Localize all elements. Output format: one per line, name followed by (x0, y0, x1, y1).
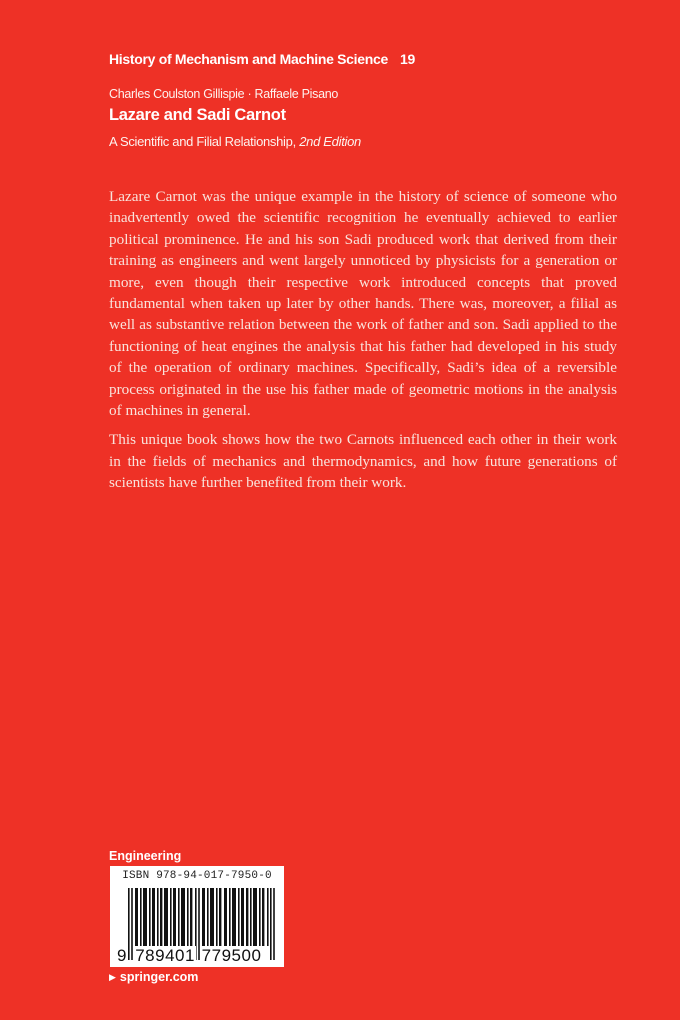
series-title (109, 51, 415, 67)
blurb-paragraph-1: Lazare Carnot was the unique example in the history of science of someone who inadvertently owed the scientific recognition he eventually achieved to earlier political prominence. He and his son Sadi produced work that derived from their training as engineers and went largely unnoticed by physicists for a generation or more, even though their respective work introduced concepts that proved fundamental when taken up later by other hands. There was, moreover, a filial as well as substantive relation between the work of father and son. Sadi applied to the functioning of heat engines the analysis that his father had developed in his study of the operation of ordinary machines. Specifically, Sadi’s idea of a reversible process originated in the use his father made of geometric motions in the analysis of machines in general. (109, 188, 617, 420)
triangle-right-icon: ▶ (109, 972, 116, 982)
isbn-barcode (110, 866, 284, 967)
series-name: History of Mechanism and Machine Science (109, 51, 388, 67)
isbn-label: ISBN 978-94-017-7950-0 (122, 870, 272, 882)
subject-category: Engineering (109, 849, 182, 863)
edition: 2nd Edition (299, 134, 361, 149)
ean-first-digit: 9 (117, 946, 127, 965)
authors: Charles Coulston Gillispie · Raffaele Pisano (109, 87, 339, 101)
ean-left-group: 789401 (135, 946, 195, 965)
blurb (109, 186, 617, 502)
series-volume: 19 (399, 51, 415, 67)
ean-digits (116, 946, 282, 966)
subtitle-text: A Scientific and Filial Relationship, (109, 134, 296, 149)
book-subtitle (109, 134, 361, 149)
blurb-paragraph-2: This unique book shows how the two Carnots influenced each other in their work in the fields of mechanics and thermodynamics, and how future generations of scientists have further benefited from their work. (109, 431, 617, 492)
ean-right-group: 779500 (201, 946, 262, 965)
publisher-link-text: springer.com (119, 970, 199, 984)
publisher-link[interactable] (109, 970, 198, 984)
book-title: Lazare and Sadi Carnot (109, 106, 286, 124)
